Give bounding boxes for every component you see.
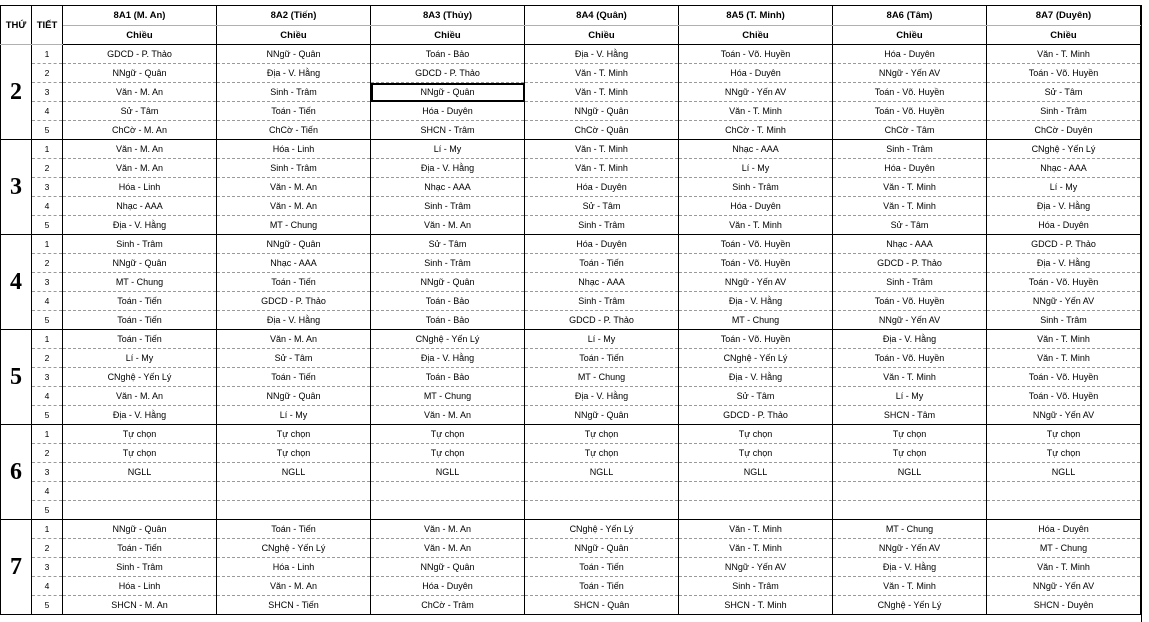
schedule-cell[interactable]: Văn - T. Minh	[679, 102, 833, 121]
schedule-cell[interactable]: Tự chọn	[833, 425, 987, 444]
schedule-cell[interactable]: Văn - M. An	[63, 83, 217, 102]
schedule-cell[interactable]: Văn - M. An	[63, 387, 217, 406]
table-row	[1, 273, 1141, 292]
schedule-cell[interactable]: Toán - Võ. Huyền	[987, 368, 1141, 387]
schedule-cell[interactable]: Hóa - Linh	[217, 140, 371, 159]
schedule-cell[interactable]: Địa - V. Hằng	[217, 311, 371, 330]
schedule-cell[interactable]: CNghệ - Yến Lý	[217, 539, 371, 558]
period-cell[interactable]: 1	[32, 330, 63, 349]
table-row	[1, 463, 1141, 482]
schedule-cell[interactable]: Văn - M. An	[217, 178, 371, 197]
schedule-cell[interactable]: Sinh - Trâm	[833, 273, 987, 292]
schedule-cell[interactable]: NGLL	[371, 463, 525, 482]
schedule-cell[interactable]: Toán - Tiến	[525, 558, 679, 577]
schedule-cell[interactable]: Văn - T. Minh	[833, 197, 987, 216]
schedule-cell[interactable]: Địa - V. Hằng	[833, 558, 987, 577]
schedule-cell[interactable]	[525, 501, 679, 520]
schedule-cell[interactable]: Toán - Bảo	[371, 45, 525, 64]
table-row	[1, 235, 1141, 254]
schedule-cell[interactable]: Văn - T. Minh	[525, 140, 679, 159]
schedule-cell[interactable]: Toán - Võ. Huyền	[987, 387, 1141, 406]
schedule-cell[interactable]: ChCờ - Tiến	[217, 121, 371, 140]
schedule-cell[interactable]: Địa - V. Hằng	[371, 159, 525, 178]
schedule-cell[interactable]: Sử - Tâm	[217, 349, 371, 368]
schedule-cell[interactable]: NNgữ - Yến AV	[679, 558, 833, 577]
schedule-cell[interactable]: Nhạc - AAA	[987, 159, 1141, 178]
day-cell[interactable]: 7	[1, 520, 32, 615]
schedule-cell[interactable]	[679, 501, 833, 520]
schedule-cell[interactable]: Hóa - Linh	[63, 577, 217, 596]
schedule-cell[interactable]: Văn - T. Minh	[987, 330, 1141, 349]
schedule-cell[interactable]: SHCN - Duyên	[987, 596, 1141, 615]
day-cell[interactable]: 4	[1, 235, 32, 330]
schedule-cell[interactable]: Văn - T. Minh	[525, 64, 679, 83]
session-row	[1, 26, 1141, 45]
schedule-cell[interactable]: GDCD - P. Thảo	[371, 64, 525, 83]
next-column-stub[interactable]	[1141, 5, 1149, 622]
session-header[interactable]: Chiều	[525, 26, 679, 45]
schedule-cell[interactable]: Địa - V. Hằng	[63, 406, 217, 425]
schedule-cell[interactable]: CNghệ - Yến Lý	[63, 368, 217, 387]
schedule-cell[interactable]: Văn - M. An	[371, 539, 525, 558]
day-cell[interactable]: 2	[1, 45, 32, 140]
schedule-cell[interactable]: SHCN - Tâm	[833, 406, 987, 425]
schedule-cell[interactable]: Sinh - Trâm	[371, 197, 525, 216]
period-cell[interactable]: 3	[32, 558, 63, 577]
day-cell[interactable]: 6	[1, 425, 32, 520]
schedule-cell[interactable]	[679, 482, 833, 501]
period-cell[interactable]: 1	[32, 425, 63, 444]
schedule-cell[interactable]: Tự chọn	[63, 444, 217, 463]
schedule-cell[interactable]: Văn - M. An	[217, 577, 371, 596]
period-cell[interactable]: 3	[32, 463, 63, 482]
table-row	[1, 216, 1141, 235]
table-row	[1, 368, 1141, 387]
schedule-cell[interactable]: Hóa - Duyên	[371, 102, 525, 121]
schedule-cell[interactable]: Văn - T. Minh	[987, 349, 1141, 368]
schedule-cell[interactable]: NGLL	[987, 463, 1141, 482]
schedule-cell[interactable]: SHCN - Trâm	[371, 121, 525, 140]
schedule-cell[interactable]: Nhạc - AAA	[525, 273, 679, 292]
schedule-cell[interactable]: Toán - Tiến	[63, 292, 217, 311]
schedule-cell[interactable]: Lí - My	[217, 406, 371, 425]
schedule-cell[interactable]: Sinh - Trâm	[217, 159, 371, 178]
table-row	[1, 349, 1141, 368]
period-cell[interactable]: 5	[32, 121, 63, 140]
class-header[interactable]: 8A5 (T. Minh)	[679, 6, 833, 26]
schedule-cell[interactable]	[525, 482, 679, 501]
schedule-cell[interactable]: Tự chọn	[525, 425, 679, 444]
schedule-cell[interactable]: GDCD - P. Thảo	[525, 311, 679, 330]
schedule-cell[interactable]: Toán - Võ. Huyền	[987, 64, 1141, 83]
schedule-cell[interactable]: NNgữ - Quân	[63, 254, 217, 273]
schedule-cell[interactable]: Toán - Tiến	[217, 273, 371, 292]
schedule-cell[interactable]	[63, 482, 217, 501]
schedule-cell[interactable]: Hóa - Duyên	[525, 235, 679, 254]
table-row	[1, 140, 1141, 159]
schedule-cell[interactable]: Lí - My	[679, 159, 833, 178]
schedule-cell[interactable]: Sinh - Trâm	[833, 140, 987, 159]
schedule-cell[interactable]: Hóa - Duyên	[371, 577, 525, 596]
table-row	[1, 577, 1141, 596]
schedule-cell[interactable]: Văn - T. Minh	[525, 83, 679, 102]
schedule-cell[interactable]: Tự chọn	[679, 444, 833, 463]
schedule-cell[interactable]: CNghệ - Yến Lý	[833, 596, 987, 615]
schedule-cell[interactable]: Lí - My	[63, 349, 217, 368]
schedule-cell[interactable]: ChCờ - M. An	[63, 121, 217, 140]
period-cell[interactable]: 5	[32, 406, 63, 425]
schedule-cell[interactable]	[833, 501, 987, 520]
period-cell[interactable]: 2	[32, 254, 63, 273]
schedule-cell[interactable]: Tự chọn	[371, 425, 525, 444]
table-row	[1, 254, 1141, 273]
schedule-cell[interactable]: Toán - Võ. Huyền	[833, 102, 987, 121]
schedule-cell[interactable]: Sinh - Trâm	[987, 311, 1141, 330]
schedule-cell[interactable]: NNgữ - Yến AV	[987, 292, 1141, 311]
schedule-cell[interactable]: Toán - Tiến	[525, 577, 679, 596]
schedule-cell[interactable]: Tự chọn	[833, 444, 987, 463]
session-header[interactable]: Chiều	[217, 26, 371, 45]
schedule-cell[interactable]: NNgữ - Quân	[525, 539, 679, 558]
period-cell[interactable]: 4	[32, 197, 63, 216]
schedule-cell[interactable]: SHCN - T. Minh	[679, 596, 833, 615]
schedule-cell[interactable]: Tự chọn	[217, 425, 371, 444]
schedule-cell[interactable]: Tự chọn	[371, 444, 525, 463]
period-cell[interactable]: 4	[32, 102, 63, 121]
schedule-cell[interactable]: Văn - M. An	[217, 330, 371, 349]
schedule-cell[interactable]: Nhạc - AAA	[63, 197, 217, 216]
period-cell[interactable]: 3	[32, 273, 63, 292]
schedule-cell[interactable]: Toán - Tiến	[63, 311, 217, 330]
schedule-cell[interactable]	[371, 482, 525, 501]
table-row	[1, 444, 1141, 463]
schedule-cell[interactable]: ChCờ - Trâm	[371, 596, 525, 615]
schedule-cell[interactable]: Lí - My	[371, 140, 525, 159]
schedule-cell[interactable]: NNgữ - Quân	[371, 558, 525, 577]
schedule-cell[interactable]	[987, 482, 1141, 501]
schedule-cell[interactable]: MT - Chung	[833, 520, 987, 539]
schedule-cell[interactable]: NNgữ - Quân	[525, 406, 679, 425]
schedule-cell[interactable]: Sinh - Trâm	[525, 216, 679, 235]
session-header[interactable]: Chiều	[63, 26, 217, 45]
table-row	[1, 102, 1141, 121]
header-row	[1, 6, 1141, 26]
schedule-cell[interactable]: Toán - Bảo	[371, 292, 525, 311]
schedule-cell[interactable]: Sử - Tâm	[987, 83, 1141, 102]
schedule-cell[interactable]: Hóa - Duyên	[525, 178, 679, 197]
schedule-cell[interactable]	[371, 501, 525, 520]
schedule-cell[interactable]: Văn - M. An	[63, 159, 217, 178]
schedule-cell[interactable]: Toán - Bảo	[371, 311, 525, 330]
schedule-cell[interactable]: Địa - V. Hằng	[63, 216, 217, 235]
schedule-cell[interactable]: Sinh - Trâm	[217, 83, 371, 102]
schedule-cell[interactable]: Địa - V. Hằng	[987, 197, 1141, 216]
schedule-cell[interactable]: NGLL	[63, 463, 217, 482]
table-row	[1, 596, 1141, 615]
schedule-cell[interactable]: Văn - T. Minh	[987, 45, 1141, 64]
schedule-cell[interactable]: Toán - Bảo	[371, 368, 525, 387]
schedule-cell[interactable]: Tự chọn	[63, 425, 217, 444]
table-row	[1, 64, 1141, 83]
session-header[interactable]: Chiều	[679, 26, 833, 45]
schedule-cell[interactable]: Văn - T. Minh	[679, 216, 833, 235]
schedule-cell[interactable]: NGLL	[679, 463, 833, 482]
schedule-cell[interactable]: NNgữ - Quân	[217, 387, 371, 406]
schedule-cell[interactable]: Nhạc - AAA	[679, 140, 833, 159]
table-row	[1, 406, 1141, 425]
schedule-cell[interactable]: Địa - V. Hằng	[987, 254, 1141, 273]
schedule-cell[interactable]: Địa - V. Hằng	[679, 292, 833, 311]
schedule-cell[interactable]: NNgữ - Yến AV	[679, 273, 833, 292]
schedule-cell[interactable]: Sử - Tâm	[679, 387, 833, 406]
schedule-cell[interactable]: Văn - T. Minh	[833, 368, 987, 387]
tiet-header: TIẾT	[32, 6, 63, 45]
schedule-cell[interactable]: Hóa - Duyên	[679, 197, 833, 216]
schedule-cell[interactable]: NNgữ - Yến AV	[987, 577, 1141, 596]
schedule-cell[interactable]: Văn - T. Minh	[679, 520, 833, 539]
period-cell[interactable]: 1	[32, 45, 63, 64]
table-row	[1, 197, 1141, 216]
schedule-cell[interactable]: SHCN - Tiến	[217, 596, 371, 615]
schedule-cell[interactable]: Văn - M. An	[371, 216, 525, 235]
day-cell[interactable]: 5	[1, 330, 32, 425]
schedule-cell[interactable]: Toán - Tiến	[217, 520, 371, 539]
schedule-cell[interactable]: Sinh - Trâm	[525, 292, 679, 311]
schedule-cell[interactable]: Sinh - Trâm	[63, 558, 217, 577]
period-cell[interactable]: 5	[32, 311, 63, 330]
period-cell[interactable]: 1	[32, 140, 63, 159]
schedule-cell[interactable]: Toán - Tiến	[525, 349, 679, 368]
table-row	[1, 178, 1141, 197]
period-cell[interactable]: 4	[32, 577, 63, 596]
table-row	[1, 121, 1141, 140]
schedule-cell[interactable]: MT - Chung	[217, 216, 371, 235]
class-header[interactable]: 8A7 (Duyên)	[987, 6, 1141, 26]
schedule-cell[interactable]: Toán - Tiến	[525, 254, 679, 273]
schedule-cell[interactable]: Văn - T. Minh	[525, 159, 679, 178]
schedule-cell[interactable]: Sinh - Trâm	[679, 577, 833, 596]
period-cell[interactable]: 1	[32, 235, 63, 254]
schedule-cell[interactable]: Hóa - Linh	[63, 178, 217, 197]
table-row	[1, 311, 1141, 330]
table-row	[1, 159, 1141, 178]
schedule-cell[interactable]: GDCD - P. Thảo	[833, 254, 987, 273]
schedule-cell[interactable]: Lí - My	[987, 178, 1141, 197]
table-row	[1, 539, 1141, 558]
period-cell[interactable]: 1	[32, 520, 63, 539]
schedule-cell[interactable]: Nhạc - AAA	[833, 235, 987, 254]
table-row	[1, 520, 1141, 539]
schedule-cell[interactable]: Lí - My	[833, 387, 987, 406]
schedule-cell[interactable]: Sinh - Trâm	[987, 102, 1141, 121]
schedule-cell[interactable]: Toán - Võ. Huyền	[833, 292, 987, 311]
schedule-cell[interactable]: Hóa - Duyên	[833, 45, 987, 64]
schedule-cell[interactable]: SHCN - M. An	[63, 596, 217, 615]
schedule-cell[interactable]: Địa - V. Hằng	[833, 330, 987, 349]
period-cell[interactable]: 2	[32, 349, 63, 368]
schedule-cell[interactable]: ChCờ - T. Minh	[679, 121, 833, 140]
schedule-cell[interactable]: Văn - T. Minh	[833, 178, 987, 197]
table-row	[1, 501, 1141, 520]
class-header[interactable]: 8A1 (M. An)	[63, 6, 217, 26]
schedule-cell[interactable]: SHCN - Quân	[525, 596, 679, 615]
schedule-cell[interactable]: Hóa - Linh	[217, 558, 371, 577]
schedule-cell[interactable]: GDCD - P. Thảo	[679, 406, 833, 425]
schedule-cell[interactable]: NNgữ - Quân	[63, 520, 217, 539]
schedule-cell[interactable]: NNgữ - Quân	[63, 64, 217, 83]
schedule-cell[interactable]	[987, 501, 1141, 520]
schedule-cell[interactable]: NNgữ - Quân	[371, 273, 525, 292]
schedule-cell[interactable]: NGLL	[833, 463, 987, 482]
table-row	[1, 292, 1141, 311]
schedule-cell[interactable]: Tự chọn	[525, 444, 679, 463]
schedule-cell[interactable]: MT - Chung	[679, 311, 833, 330]
table-row	[1, 482, 1141, 501]
schedule-cell[interactable]: Sử - Tâm	[833, 216, 987, 235]
schedule-cell[interactable]: Toán - Võ. Huyền	[679, 45, 833, 64]
schedule-cell[interactable]: NNgữ - Quân	[217, 45, 371, 64]
thu-header: THỨ	[1, 6, 32, 45]
schedule-cell[interactable]: Địa - V. Hằng	[525, 45, 679, 64]
period-cell[interactable]: 2	[32, 539, 63, 558]
schedule-cell[interactable]: Toán - Tiến	[63, 330, 217, 349]
schedule-cell[interactable]: Văn - M. An	[371, 406, 525, 425]
period-cell[interactable]: 4	[32, 292, 63, 311]
table-row	[1, 45, 1141, 64]
period-cell[interactable]: 4	[32, 387, 63, 406]
schedule-cell[interactable]: ChCờ - Duyên	[987, 121, 1141, 140]
class-header[interactable]: 8A3 (Thủy)	[371, 6, 525, 26]
period-cell[interactable]: 3	[32, 178, 63, 197]
schedule-cell[interactable]: NGLL	[525, 463, 679, 482]
schedule-cell[interactable]: Hóa - Duyên	[987, 216, 1141, 235]
period-cell[interactable]: 5	[32, 216, 63, 235]
schedule-cell[interactable]: Địa - V. Hằng	[525, 387, 679, 406]
schedule-cell[interactable]: CNghệ - Yến Lý	[987, 140, 1141, 159]
schedule-cell[interactable]: NNgữ - Yến AV	[679, 83, 833, 102]
schedule-cell[interactable]: Văn - M. An	[217, 197, 371, 216]
period-cell[interactable]: 2	[32, 159, 63, 178]
schedule-cell[interactable]: Toán - Võ. Huyền	[987, 273, 1141, 292]
schedule-cell[interactable]: Văn - T. Minh	[833, 577, 987, 596]
selected-cell[interactable]: NNgữ - Quân	[371, 83, 525, 102]
period-cell[interactable]: 2	[32, 444, 63, 463]
schedule-cell[interactable]: ChCờ - Quân	[525, 121, 679, 140]
schedule-cell[interactable]: Tự chọn	[217, 444, 371, 463]
table-row	[1, 83, 1141, 102]
schedule-cell[interactable]: Lí - My	[525, 330, 679, 349]
schedule-cell[interactable]: Hóa - Duyên	[679, 64, 833, 83]
schedule-cell[interactable]: Toán - Võ. Huyền	[833, 83, 987, 102]
schedule-cell[interactable]: Toán - Võ. Huyền	[833, 349, 987, 368]
schedule-cell[interactable]: Toán - Tiến	[217, 368, 371, 387]
session-header[interactable]: Chiều	[371, 26, 525, 45]
schedule-cell[interactable]: Sử - Tâm	[371, 235, 525, 254]
schedule-cell[interactable]: NNgữ - Yến AV	[987, 406, 1141, 425]
table-row	[1, 425, 1141, 444]
schedule-cell[interactable]: Toán - Võ. Huyền	[679, 254, 833, 273]
schedule-cell[interactable]: CNghệ - Yến Lý	[679, 349, 833, 368]
class-header[interactable]: 8A6 (Tâm)	[833, 6, 987, 26]
schedule-cell[interactable]: GDCD - P. Thảo	[63, 45, 217, 64]
schedule-cell[interactable]: Toán - Võ. Huyền	[679, 235, 833, 254]
schedule-cell[interactable]: CNghệ - Yến Lý	[371, 330, 525, 349]
table-row	[1, 387, 1141, 406]
schedule-cell[interactable]: Sinh - Trâm	[371, 254, 525, 273]
schedule-cell[interactable]: NNgữ - Yến AV	[833, 539, 987, 558]
schedule-cell[interactable]: GDCD - P. Thảo	[987, 235, 1141, 254]
schedule-cell[interactable]: Tự chọn	[987, 444, 1141, 463]
period-cell[interactable]: 2	[32, 64, 63, 83]
period-cell[interactable]: 3	[32, 368, 63, 387]
schedule-cell[interactable]: NNgữ - Yến AV	[833, 64, 987, 83]
schedule-cell[interactable]: NGLL	[217, 463, 371, 482]
schedule-cell[interactable]: MT - Chung	[987, 539, 1141, 558]
schedule-cell[interactable]	[63, 501, 217, 520]
schedule-cell[interactable]: ChCờ - Tâm	[833, 121, 987, 140]
schedule-cell[interactable]: NNgữ - Quân	[525, 102, 679, 121]
schedule-cell[interactable]: Văn - M. An	[63, 140, 217, 159]
class-header[interactable]: 8A2 (Tiến)	[217, 6, 371, 26]
schedule-cell[interactable]: MT - Chung	[371, 387, 525, 406]
schedule-cell[interactable]: NNgữ - Yến AV	[833, 311, 987, 330]
schedule-cell[interactable]	[217, 501, 371, 520]
schedule-cell[interactable]: Nhạc - AAA	[371, 178, 525, 197]
timetable	[0, 5, 1141, 615]
schedule-cell[interactable]: Văn - T. Minh	[987, 558, 1141, 577]
schedule-cell[interactable]: MT - Chung	[63, 273, 217, 292]
schedule-cell[interactable]: Tự chọn	[987, 425, 1141, 444]
schedule-cell[interactable]: Sinh - Trâm	[679, 178, 833, 197]
session-header[interactable]: Chiều	[987, 26, 1141, 45]
schedule-cell[interactable]: Tự chọn	[679, 425, 833, 444]
schedule-cell[interactable]: Toán - Võ. Huyền	[679, 330, 833, 349]
period-cell[interactable]: 4	[32, 482, 63, 501]
schedule-cell[interactable]	[217, 482, 371, 501]
schedule-cell[interactable]	[833, 482, 987, 501]
schedule-cell[interactable]: Sinh - Trâm	[63, 235, 217, 254]
schedule-cell[interactable]: Địa - V. Hằng	[679, 368, 833, 387]
table-row	[1, 558, 1141, 577]
session-header[interactable]: Chiều	[833, 26, 987, 45]
schedule-cell[interactable]: Địa - V. Hằng	[371, 349, 525, 368]
period-cell[interactable]: 3	[32, 83, 63, 102]
schedule-cell[interactable]: Nhạc - AAA	[217, 254, 371, 273]
schedule-cell[interactable]: Toán - Tiến	[217, 102, 371, 121]
schedule-cell[interactable]: Hóa - Duyên	[833, 159, 987, 178]
schedule-cell[interactable]: Địa - V. Hằng	[217, 64, 371, 83]
schedule-cell[interactable]: Sử - Tâm	[525, 197, 679, 216]
schedule-cell[interactable]: NNgữ - Quân	[217, 235, 371, 254]
schedule-cell[interactable]: Hóa - Duyên	[987, 520, 1141, 539]
schedule-cell[interactable]: MT - Chung	[525, 368, 679, 387]
schedule-cell[interactable]: Văn - M. An	[371, 520, 525, 539]
schedule-cell[interactable]: Toán - Tiến	[63, 539, 217, 558]
table-row	[1, 330, 1141, 349]
class-header[interactable]: 8A4 (Quân)	[525, 6, 679, 26]
schedule-cell[interactable]: CNghệ - Yến Lý	[525, 520, 679, 539]
schedule-cell[interactable]: GDCD - P. Thảo	[217, 292, 371, 311]
schedule-cell[interactable]: Sử - Tâm	[63, 102, 217, 121]
period-cell[interactable]: 5	[32, 596, 63, 615]
schedule-cell[interactable]: Văn - T. Minh	[679, 539, 833, 558]
period-cell[interactable]: 5	[32, 501, 63, 520]
day-cell[interactable]: 3	[1, 140, 32, 235]
